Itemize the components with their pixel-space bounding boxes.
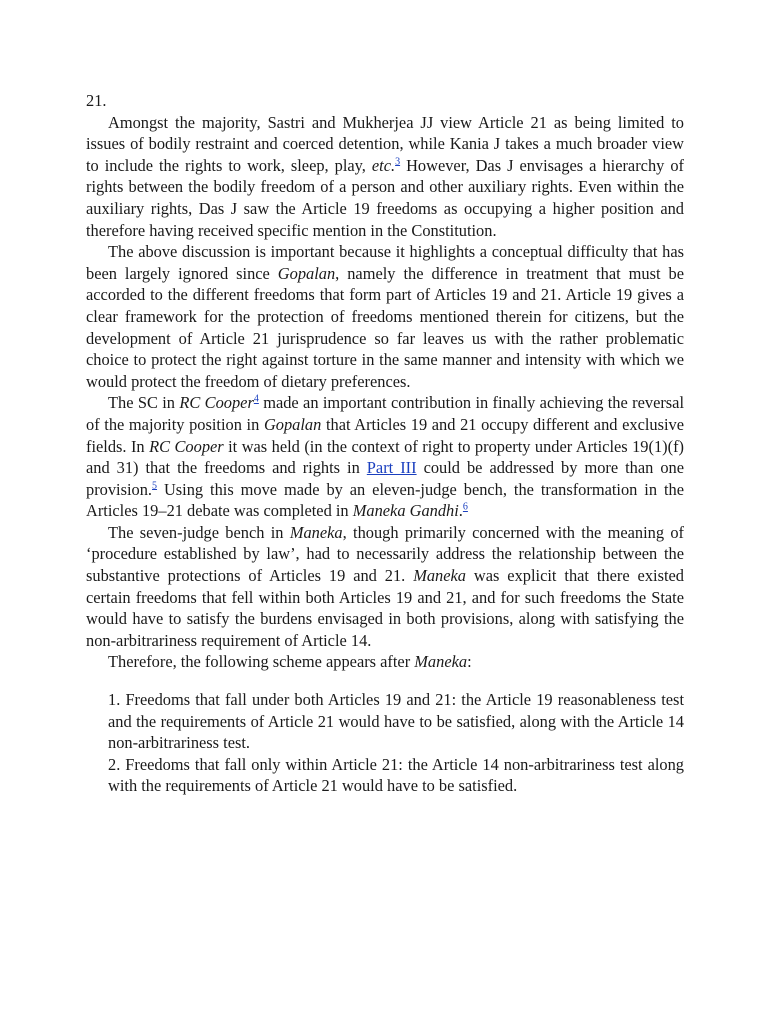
paragraph-4-text-c: was explicit that there existed certain freedoms that fell within both Articles 19 and 21, and for such freedoms the State would have to satisfy the burdens envisaged in both provisions, along with satisfying the non-arbitrariness requirement of Article 14. — [86, 566, 684, 650]
case-name-maneka: Maneka — [413, 566, 466, 586]
paragraph-5-text-a: Therefore, the following scheme appears after — [108, 652, 415, 672]
case-name-rc-cooper: RC Cooper — [149, 436, 224, 456]
footnote-link-3[interactable]: 3 — [395, 156, 401, 168]
footnote-link-5[interactable]: 5 — [152, 480, 158, 492]
paragraph-2-text-a: The above discussion is important because it highlights a conceptual difficulty that has been largely ignored since — [86, 242, 684, 283]
paragraph-3-text-e: could be addressed by more than one provision. — [86, 458, 684, 499]
scheme-list — [86, 689, 684, 797]
paragraph-3-text-c: that Articles 19 and 21 occupy different and exclusive fields. In — [86, 414, 684, 456]
etc-italic: etc. — [371, 155, 396, 175]
case-name-maneka-gandhi: Maneka Gandhi — [352, 501, 459, 521]
footnote-ref-6[interactable] — [463, 502, 468, 513]
paragraph-3-text-b: made an important contribution in finally achieving the reversal of the majority position in — [86, 393, 685, 434]
list-item: 2. Freedoms that fall only within Article 21: the Article 14 non-arbitrariness test along with the requirements of Article 21 would have to be satisfied. — [108, 754, 684, 796]
list-item: 1. Freedoms that fall under both Articles 19 and 21: the Article 19 reasonableness test and the requirements of Article 21 would have to be satisfied, along with the Article 14 non-arbitrariness test. — [108, 690, 684, 753]
part-iii-link[interactable]: Part III — [366, 458, 417, 478]
case-name-gopalan: Gopalan — [277, 263, 336, 283]
paragraph-3 — [86, 392, 684, 522]
paragraph-5-text-b: : — [467, 652, 472, 672]
footnote-link-6[interactable]: 6 — [462, 501, 468, 513]
paragraph-4-text-a: The seven-judge bench in — [108, 522, 290, 542]
paragraph-3-text-d: it was held (in the context of right to property under Articles 19(1)(f) and 31) that the freedoms and rights in — [86, 436, 684, 478]
case-name-gopalan: Gopalan — [263, 414, 322, 434]
paragraph-1-text-b: However, Das J envisages a hierarchy of rights between the bodily freedom of a person and other auxiliary rights. Even within the auxiliary rights, Das J saw the Article 19 freedoms as occupying a higher position and therefore having received specific mention in the Constitution. — [86, 155, 684, 240]
case-name-maneka: Maneka — [414, 652, 468, 672]
paragraph-2 — [86, 241, 684, 392]
paragraph-3-text-f: Using this move made by an eleven-judge bench, the transformation in the Articles 19–21 debate was completed in — [86, 479, 684, 521]
spacer — [86, 673, 684, 689]
case-name-maneka: Maneka — [289, 522, 343, 542]
document-page — [86, 90, 684, 797]
continuation-text: 21. — [86, 91, 107, 110]
case-name-rc-cooper: RC Cooper — [179, 393, 254, 413]
paragraph-3-text-a: The SC in — [108, 393, 180, 413]
paragraph-4 — [86, 522, 684, 652]
paragraph-2-text-b: , namely the difference in treatment that must be accorded to the different freedoms that form part of Articles 19 and 21. Article 19 gives a clear framework for the protection of freedoms mentioned therein for citizens, but the development of Article 21 jurisprudence so far leaves us with the rather problematic choice to protect the right against torture in the same manner and intensity with which we would protect the freedom of dietary preferences. — [86, 263, 684, 391]
paragraph-5 — [86, 651, 684, 673]
footnote-link-4[interactable]: 4 — [253, 393, 259, 405]
paragraph-3-text-g: . — [458, 501, 463, 521]
paragraph-1 — [86, 112, 684, 242]
paragraph-1-text-a: Amongst the majority, Sastri and Mukherjea JJ view Article 21 as being limited to issues of bodily restraint and coerced detention, while Kania J takes a much broader view to include the rights to work, sleep, play, — [86, 112, 684, 175]
paragraph-4-text-b: , though primarily concerned with the meaning of ‘procedure established by law’, had to necessarily address the relationship between the substantive protections of Articles 19 and 21. — [86, 522, 685, 586]
